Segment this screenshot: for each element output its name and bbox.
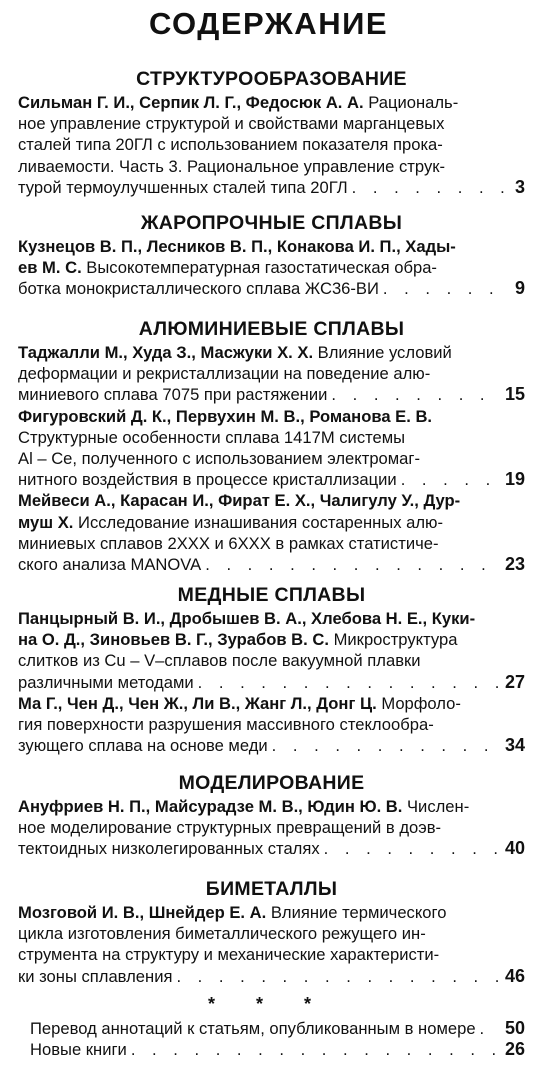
section-separator: * * * (207, 994, 330, 1014)
toc-entry[interactable] (18, 342, 525, 406)
entry-authors: Ануфриев Н. П., Майсурадзе М. В., Юдин Ю. В. (18, 797, 403, 816)
entry-line (18, 92, 525, 113)
entry-authors: на О. Д., Зиновьев В. Г., Зурабов В. С. (18, 630, 329, 650)
entry-title-text: тектоидных низколегированных сталях (18, 839, 320, 859)
entry-line (18, 796, 525, 817)
entry-last-line (18, 554, 525, 575)
dot-leader (272, 735, 501, 756)
toc-entry[interactable] (18, 902, 525, 987)
toc-section (18, 210, 525, 300)
dot-leader (131, 1039, 501, 1060)
entry-line (18, 629, 525, 650)
entry-title-text: цикла изготовления биметаллического режущего ин- (18, 924, 426, 944)
toc-entry[interactable] (18, 608, 525, 693)
toc-section (18, 316, 525, 575)
toc-footer (30, 1018, 525, 1060)
entry-title-text: Высокотемпературная газостатическая обра- (81, 258, 437, 278)
dot-leader (176, 966, 501, 987)
footer-entry[interactable] (30, 1039, 525, 1060)
entry-last-line (18, 672, 525, 693)
entry-line (18, 693, 525, 714)
entry-title-text: различными методами (18, 672, 194, 692)
toc-entry[interactable] (18, 236, 525, 300)
entry-authors: Сильман Г. И., Серпик Л. Г., Федосюк А. А. (18, 93, 364, 112)
entry-title-text: сталей типа 20ГЛ с использованием показателя прока- (18, 135, 443, 155)
entry-title-text: миниевого сплава 7075 при растяжении (18, 385, 328, 405)
entry-line (18, 902, 525, 923)
toc-section (18, 66, 525, 198)
entry-line (18, 257, 525, 278)
entry-authors: Кузнецов В. П., Лесников В. П., Конакова И. П., Хады- (18, 237, 456, 256)
entry-line (18, 406, 525, 427)
entry-title-text: турой термоулучшенных сталей типа 20ГЛ (18, 177, 348, 197)
entry-title-text: ки зоны сплавления (18, 966, 173, 986)
dot-leader (205, 554, 501, 575)
toc-section (18, 582, 525, 756)
page-number[interactable]: 23 (504, 554, 525, 575)
page-number[interactable]: 50 (504, 1018, 525, 1038)
dot-leader (331, 384, 501, 405)
section-heading: МОДЕЛИРОВАНИЕ (178, 772, 365, 794)
entry-title-text: гия поверхности разрушения массивного стеклообра- (18, 715, 434, 735)
entry-authors: Фигуровский Д. К., Первухин М. В., Романова Е. В. (18, 406, 433, 426)
dot-leader (198, 672, 501, 693)
entry-authors: Таджалли М., Худа З., Масжуки Х. Х. (18, 343, 314, 362)
entry-title-text: нитного воздействия в процессе кристаллизации (18, 470, 397, 490)
dot-leader (383, 278, 511, 299)
section-heading: ЖАРОПРОЧНЫЕ СПЛАВЫ (140, 212, 403, 234)
entry-title-text: миниевых сплавов 2XXX и 6XXX в рамках статистиче- (18, 533, 439, 553)
toc-entry[interactable] (18, 796, 525, 860)
page-title: СОДЕРЖАНИЕ (148, 6, 389, 41)
entry-title-text: струмента на структуру и механические характеристи- (18, 945, 440, 965)
entry-last-line (18, 838, 525, 859)
entry-last-line (18, 966, 525, 987)
section-heading: АЛЮМИНИЕВЫЕ СПЛАВЫ (138, 318, 405, 340)
entry-title-text: Исследование изнашивания состаренных алю- (73, 512, 444, 532)
entry-title-text: слитков из Cu – V–сплавов после вакуумной плавки (18, 651, 421, 671)
entry-title-text: Рациональ- (363, 93, 459, 112)
entry-last-line (18, 735, 525, 756)
page-number[interactable]: 15 (504, 384, 525, 405)
entry-line (18, 608, 525, 629)
entry-last-line (30, 1039, 525, 1060)
entry-line (18, 490, 525, 511)
entry-authors: муш Х. (18, 512, 74, 532)
footer-entry[interactable] (30, 1018, 525, 1039)
page-number[interactable]: 40 (504, 838, 525, 859)
page-number[interactable]: 26 (504, 1039, 525, 1060)
entry-last-line (18, 469, 525, 490)
entry-title-text: ского анализа MANOVA (18, 555, 202, 575)
toc-entry[interactable] (18, 92, 525, 198)
entry-title-text: ботка монокристаллического сплава ЖС36-ВИ (18, 279, 379, 299)
entry-line (18, 342, 525, 363)
entry-line (18, 236, 525, 257)
footer-text: Новые книги (30, 1040, 127, 1060)
toc-section (18, 876, 525, 987)
page-number[interactable]: 34 (504, 735, 525, 756)
entry-title-text: Числен- (402, 797, 470, 816)
section-heading: МЕДНЫЕ СПЛАВЫ (177, 584, 366, 606)
section-heading: БИМЕТАЛЛЫ (205, 878, 338, 900)
footer-text: Перевод аннотаций к статьям, опубликованным в номере (30, 1019, 476, 1038)
entry-title-text: Al – Ce, полученного с использованием электромаг- (18, 449, 420, 469)
dot-leader (480, 1018, 501, 1039)
page-number[interactable]: 27 (504, 671, 525, 692)
toc-entry[interactable] (18, 490, 525, 575)
dot-leader (401, 469, 501, 490)
entry-title-text: зующего сплава на основе меди (18, 736, 268, 756)
entry-last-line (18, 384, 525, 405)
entry-title-text: ное моделирование структурных превращений в доэв- (18, 818, 442, 838)
toc-entry[interactable] (18, 406, 525, 491)
entry-title-text: ливаемости. Часть 3. Рациональное управление струк- (18, 156, 446, 176)
entry-title-text: Микроструктура (328, 630, 458, 650)
toc-section (18, 770, 525, 860)
page-number[interactable]: 19 (504, 469, 525, 490)
entry-title-text: Морфоло- (376, 693, 461, 713)
entry-authors: ев М. С. (18, 258, 82, 278)
entry-authors: Мейвеси А., Карасан И., Фират Е. Х., Чалигулу У., Дур- (18, 491, 461, 511)
toc-entry[interactable] (18, 693, 525, 757)
entry-title-text: ное управление структурой и свойствами марганцевых (18, 114, 445, 134)
dot-leader (324, 838, 501, 859)
entry-title-text: деформации и рекристаллизации на поведение алю- (18, 364, 431, 384)
entry-authors: Ма Г., Чен Д., Чен Ж., Ли В., Жанг Л., Донг Ц. (18, 693, 377, 713)
entry-line (18, 512, 525, 533)
page-number[interactable]: 3 (514, 176, 525, 197)
page-number[interactable]: 9 (514, 278, 525, 299)
dot-leader (352, 177, 511, 198)
entry-title-text: Структурные особенности сплава 1417М системы (18, 427, 406, 447)
page-number[interactable]: 46 (504, 965, 525, 986)
entry-last-line (18, 177, 525, 198)
entry-authors: Мозговой И. В., Шнейдер Е. А. (18, 903, 267, 922)
entry-title-text: Влияние термического (266, 903, 447, 922)
entry-authors: Панцырный В. И., Дробышев В. А., Хлебова Н. Е., Куки- (18, 609, 476, 628)
entry-title-text: Влияние условий (313, 343, 452, 362)
section-heading: СТРУКТУРООБРАЗОВАНИЕ (136, 68, 407, 90)
entry-last-line (18, 278, 525, 299)
entry-last-line (30, 1018, 525, 1039)
